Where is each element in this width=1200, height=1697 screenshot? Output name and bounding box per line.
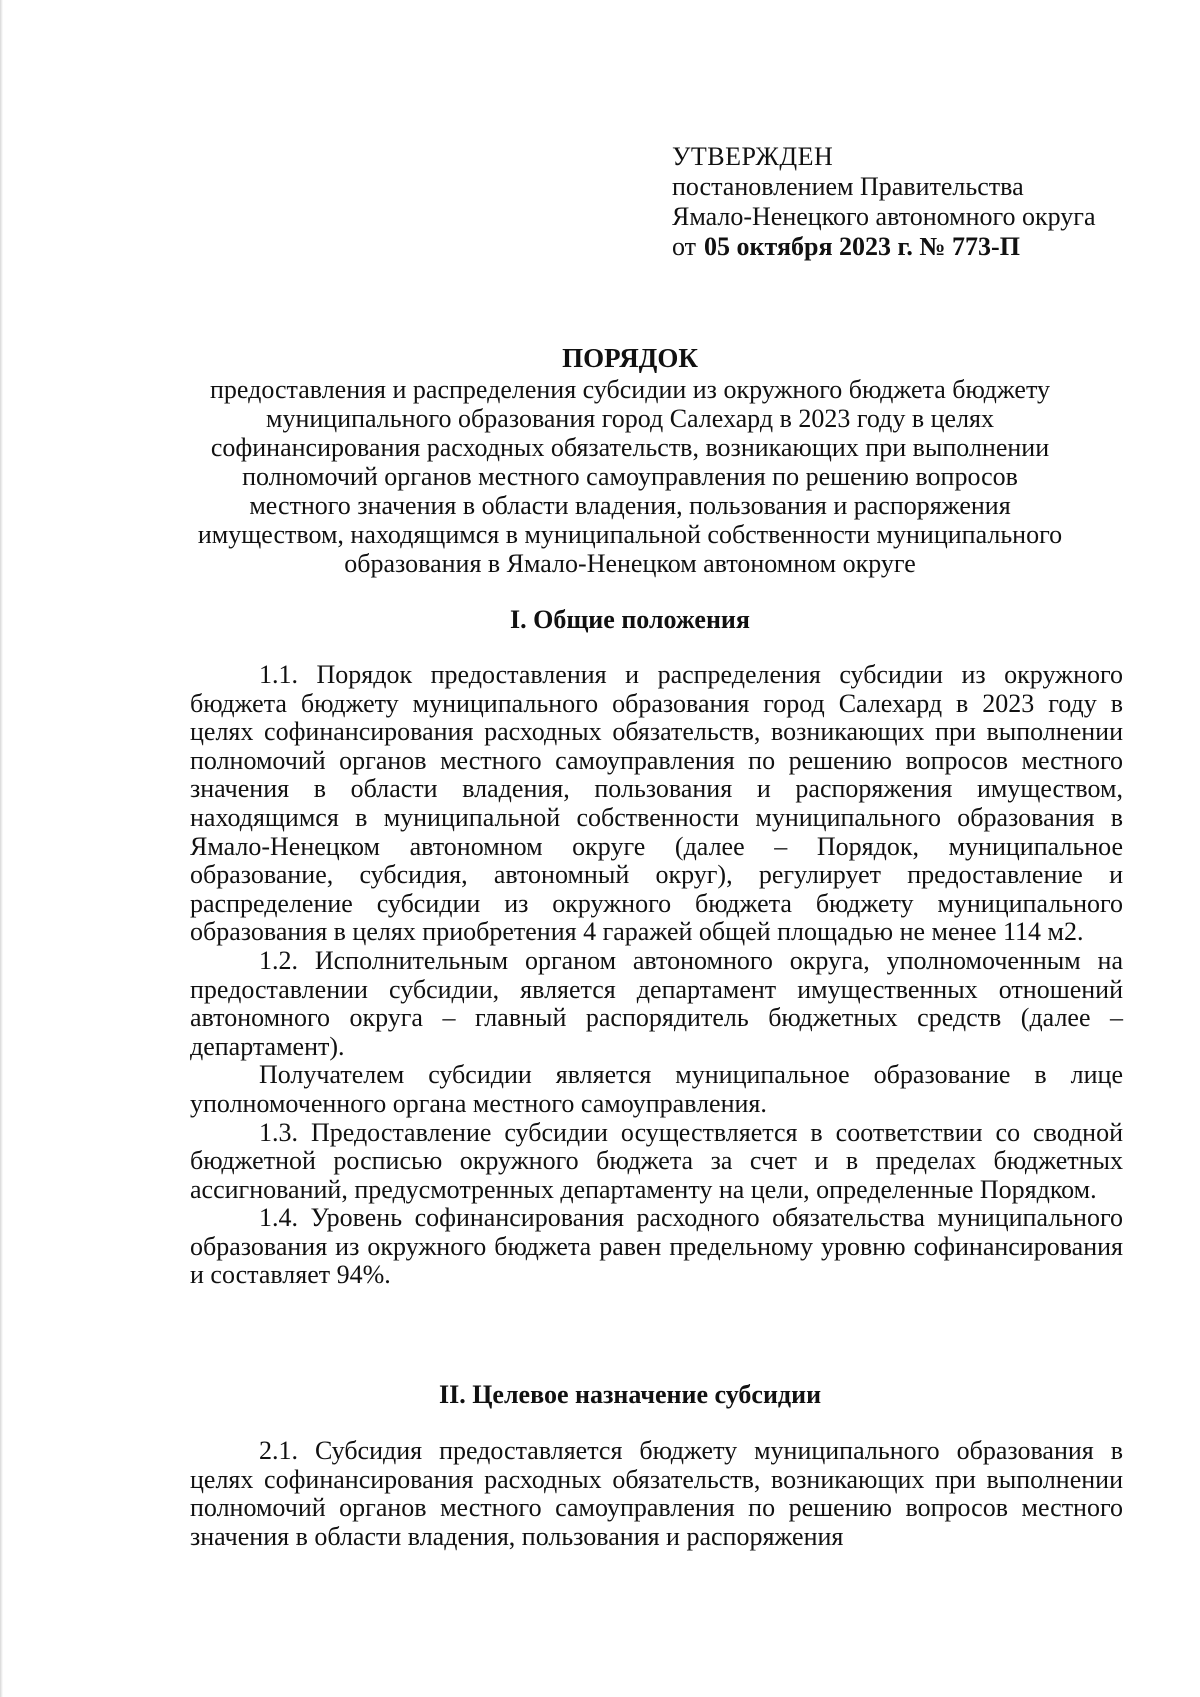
- document-title-block: [190, 344, 1070, 578]
- paragraph-1-2: 1.2. Исполнительным органом автономного округа, уполномоченным на предоставлении субсидии, является департамент имущественных отношений автономного округа – главный распорядитель бюджетных средств (далее – департамент).: [190, 945, 1123, 1061]
- section-1-body: [190, 661, 1123, 1290]
- document-subtitle: предоставления и распределения субсидии из окружного бюджета бюджету муниципального образования город Салехард в 2023 году в целях софинансирования расходных обязательств, возникающих при выполнении полномочий органов местного самоуправления по решению вопросов местного значения в области владения, пользования и распоряжения имуществом, находящимся в муниципальной собственности муниципального образования в Ямало-Ненецком автономном округе: [197, 375, 1063, 578]
- approval-stamp-block: [672, 142, 1172, 262]
- approval-date-number: 05 октября 2023 г. № 773-П: [704, 232, 1020, 261]
- paragraph-2-1: 2.1. Субсидия предоставляется бюджету муниципального образования в целях софинансирования расходных обязательств, возникающих при выполнении полномочий органов местного самоуправления по решению вопросов местного значения в области владения, пользования и распоряжения: [190, 1436, 1123, 1551]
- paragraph-1-4: 1.4. Уровень софинансирования расходного обязательства муниципального образования из окружного бюджета равен предельному уровню софинансирования и составляет 94%.: [190, 1203, 1123, 1290]
- paragraph-1-3: 1.3. Предоставление субсидии осуществляется в соответствии со сводной бюджетной росписью окружного бюджета за счет и в пределах бюджетных ассигнований, предусмотренных департаменту на цели, определенные Порядком.: [190, 1117, 1123, 1204]
- document-title: ПОРЯДОК: [562, 343, 698, 373]
- scan-edge: [0, 0, 3, 1697]
- paragraph-1-2-recipient: Получателем субсидии является муниципальное образование в лице уполномоченного органа местного самоуправления.: [190, 1060, 1123, 1118]
- approval-date-prefix: от: [672, 232, 697, 261]
- approval-line-1: постановлением Правительства: [672, 172, 1024, 201]
- section-1-heading: I. Общие положения: [510, 605, 750, 634]
- approval-date-line: [672, 232, 1172, 262]
- section-2-heading: II. Целевое назначение субсидии: [438, 1380, 822, 1409]
- paragraph-1-1: 1.1. Порядок предоставления и распределения субсидии из окружного бюджета бюджету муниципального образования город Салехард в 2023 году в целях софинансирования расходных обязательств, возникающих при выполнении полномочий органов местного самоуправления по решению вопросов местного значения в области владения, пользования и распоряжения имуществом, находящимся в муниципальной собственности муниципального образования в Ямало-Ненецком автономном округе (далее – Порядок, муниципальное образование, субсидия, автономный округ), регулирует предоставление и распределение субсидии из окружного бюджета бюджету муниципального образования в целях приобретения 4 гаражей общей площадью не менее 114 м2.: [190, 660, 1123, 947]
- section-2-body: [190, 1437, 1123, 1551]
- approved-label: УТВЕРЖДЕН: [672, 142, 834, 171]
- approval-line-2: Ямало-Ненецкого автономного округа: [672, 202, 1096, 231]
